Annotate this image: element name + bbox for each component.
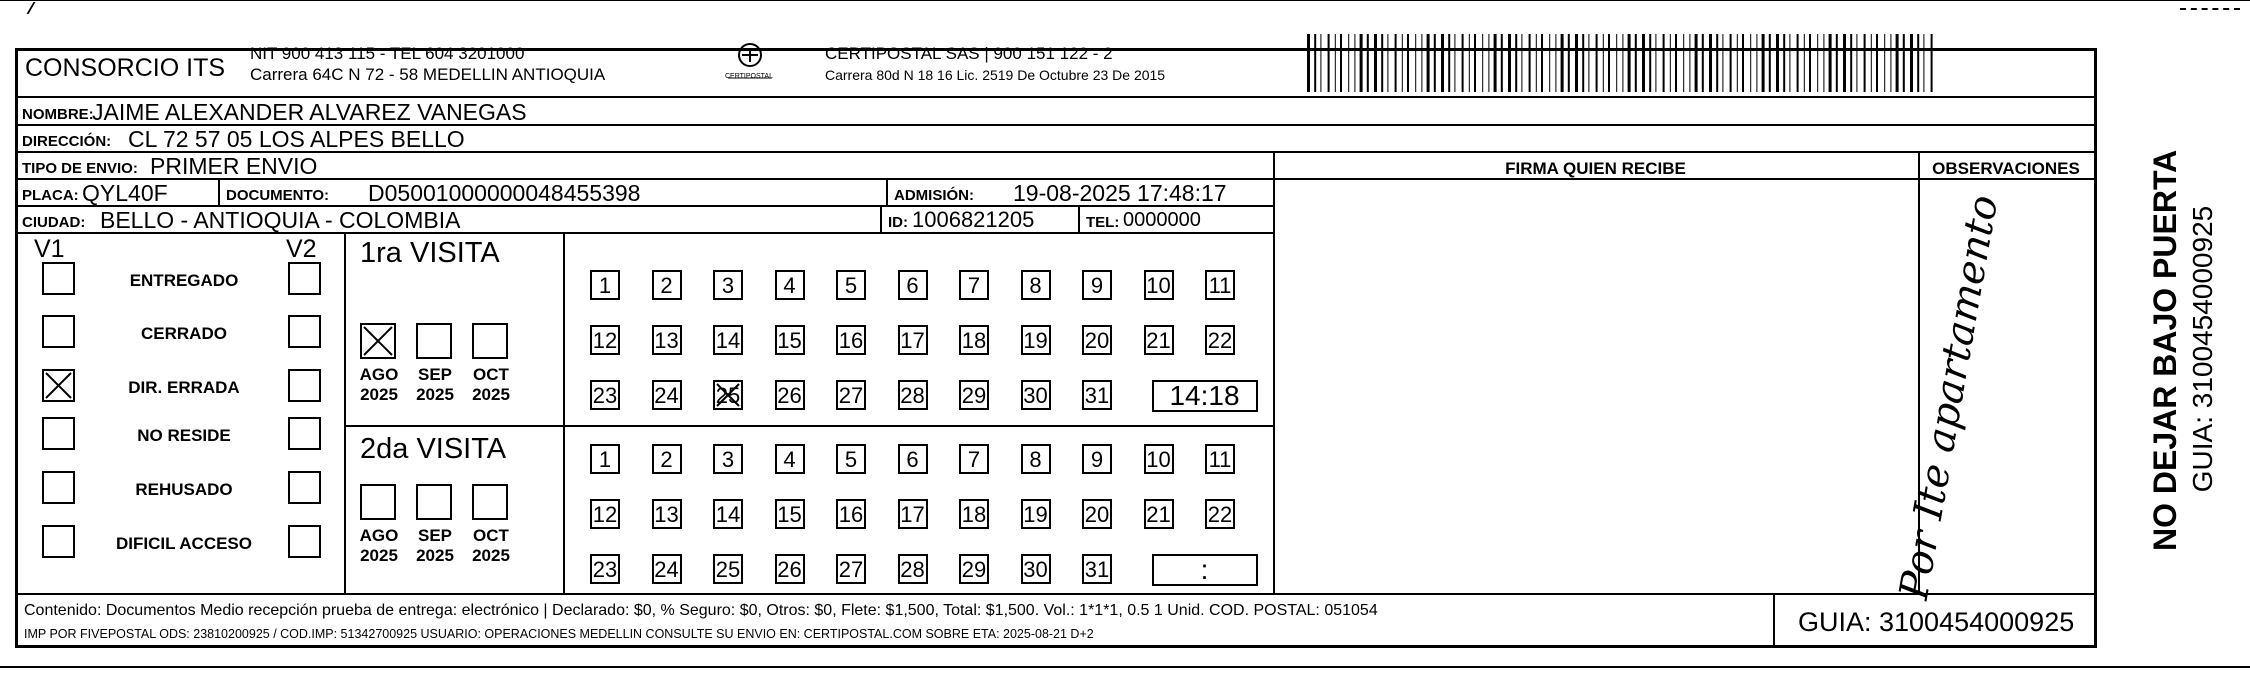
divider bbox=[886, 178, 888, 205]
v2-header: V2 bbox=[286, 235, 317, 263]
contenido-text: Contenido: Documentos Medio recepción prueba de entrega: electrónico | Declarado: $0, % Seguro: $0, Otros: $0, Flete: $1,500, Total: $1,500. Vol.: 1*1*1, 0.5 1 Unid. COD. POSTAL: 051054 bbox=[24, 602, 1378, 619]
imp-text: IMP POR FIVEPOSTAL ODS: 23810200925 / COD.IMP: 51342700925 USUARIO: OPERACIONES MEDELLIN CONSULTE SU ENVIO EN: CERTIPOSTAL.COM SOBRE ETA: 2025-08-21 D+2 bbox=[24, 627, 1094, 641]
day-box[interactable] bbox=[898, 554, 928, 584]
day-number: 21 bbox=[1146, 328, 1171, 353]
day-box[interactable] bbox=[775, 270, 805, 300]
day-box[interactable] bbox=[590, 270, 620, 300]
day-number: 9 bbox=[1090, 273, 1104, 298]
option-label: REHUSADO bbox=[135, 480, 233, 499]
day-box[interactable] bbox=[836, 325, 866, 355]
day-box[interactable] bbox=[1144, 444, 1174, 474]
tipo-label: TIPO DE ENVIO: bbox=[22, 160, 138, 177]
v2-checkbox[interactable] bbox=[288, 471, 321, 504]
tipo-value: PRIMER ENVIO bbox=[150, 153, 318, 179]
day-box[interactable] bbox=[836, 380, 866, 410]
day-box[interactable] bbox=[898, 444, 928, 474]
day-number: 8 bbox=[1029, 273, 1042, 298]
day-number: 23 bbox=[592, 383, 618, 408]
nombre-label: NOMBRE: bbox=[22, 106, 94, 123]
day-box[interactable] bbox=[836, 554, 866, 584]
day-number: 9 bbox=[1090, 447, 1104, 472]
day-number: 10 bbox=[1146, 273, 1171, 298]
year-label: 2025 bbox=[472, 385, 510, 404]
day-box[interactable] bbox=[1082, 380, 1112, 410]
sender-name: CONSORCIO ITS bbox=[25, 54, 226, 82]
day-number: 30 bbox=[1023, 383, 1048, 408]
day-box[interactable] bbox=[590, 554, 620, 584]
id-value: 1006821205 bbox=[912, 207, 1035, 232]
day-number: 5 bbox=[844, 273, 858, 298]
month-label: SEP bbox=[417, 526, 453, 545]
day-number: 24 bbox=[654, 557, 679, 582]
nombre-value: JAIME ALEXANDER ALVAREZ VANEGAS bbox=[92, 99, 527, 125]
observaciones-header: OBSERVACIONES bbox=[1932, 159, 2080, 178]
day-number: 25 bbox=[715, 383, 741, 408]
day-box[interactable] bbox=[590, 444, 620, 474]
day-box[interactable] bbox=[590, 325, 620, 355]
time-field[interactable]: 14:18 bbox=[1152, 380, 1258, 412]
day-number: 14 bbox=[715, 502, 741, 527]
day-box[interactable] bbox=[1144, 270, 1174, 300]
day-box[interactable] bbox=[652, 325, 682, 355]
time-field[interactable]: : bbox=[1152, 554, 1258, 586]
day-number: 14 bbox=[715, 328, 741, 353]
day-number: 13 bbox=[654, 502, 679, 527]
day-number: 27 bbox=[838, 383, 864, 408]
day-box[interactable] bbox=[590, 499, 620, 529]
day-number: 18 bbox=[961, 328, 987, 353]
day-box[interactable] bbox=[652, 444, 682, 474]
visit2-title: 2da VISITA bbox=[360, 433, 507, 465]
year-label: 2025 bbox=[416, 385, 454, 404]
option-label: CERRADO bbox=[141, 324, 227, 343]
day-box[interactable] bbox=[775, 444, 805, 474]
tel-value: 0000000 bbox=[1123, 209, 1201, 231]
month-label: SEP bbox=[417, 365, 453, 384]
day-number: 30 bbox=[1023, 557, 1048, 582]
day-box[interactable] bbox=[1021, 380, 1051, 410]
v1-checkbox[interactable] bbox=[42, 262, 75, 295]
day-box[interactable] bbox=[959, 325, 989, 355]
day-number: 11 bbox=[1208, 447, 1232, 472]
day-number: 20 bbox=[1084, 502, 1110, 527]
year-label: 2025 bbox=[360, 546, 398, 565]
day-box[interactable] bbox=[713, 270, 743, 300]
day-number: 3 bbox=[721, 273, 735, 298]
day-number: 31 bbox=[1084, 557, 1110, 582]
divider bbox=[1273, 151, 1275, 593]
divider bbox=[880, 205, 882, 232]
day-number: 8 bbox=[1029, 447, 1042, 472]
day-box[interactable] bbox=[713, 444, 743, 474]
divider bbox=[18, 593, 2094, 595]
day-box[interactable] bbox=[1082, 499, 1112, 529]
day-number: 23 bbox=[592, 557, 618, 582]
year-label: 2025 bbox=[416, 546, 454, 565]
year-label: 2025 bbox=[472, 546, 510, 565]
day-number: 4 bbox=[783, 273, 796, 298]
divider bbox=[344, 425, 1273, 427]
day-box[interactable] bbox=[1021, 444, 1051, 474]
day-number: 5 bbox=[844, 447, 858, 472]
day-box[interactable] bbox=[713, 325, 743, 355]
day-box[interactable] bbox=[1082, 325, 1112, 355]
day-number: 17 bbox=[900, 502, 925, 527]
bottom-rule bbox=[0, 666, 2250, 668]
day-number: 3 bbox=[721, 447, 735, 472]
divider bbox=[2094, 593, 2096, 648]
day-box[interactable] bbox=[959, 380, 989, 410]
option-label: DIR. ERRADA bbox=[128, 378, 240, 397]
day-box[interactable] bbox=[898, 270, 928, 300]
day-box[interactable] bbox=[959, 270, 989, 300]
v1-header: V1 bbox=[34, 235, 65, 263]
day-number: 27 bbox=[838, 557, 864, 582]
day-box[interactable] bbox=[1021, 554, 1051, 584]
day-box[interactable] bbox=[775, 554, 805, 584]
day-box[interactable] bbox=[1082, 554, 1112, 584]
v2-checkbox[interactable] bbox=[288, 262, 321, 295]
month-checkbox[interactable] bbox=[472, 323, 508, 359]
day-box[interactable] bbox=[652, 270, 682, 300]
day-number: 7 bbox=[967, 273, 981, 298]
divider bbox=[218, 178, 220, 205]
day-box[interactable] bbox=[652, 499, 682, 529]
v1-checkbox[interactable] bbox=[42, 315, 75, 348]
divider bbox=[18, 96, 2094, 98]
day-box[interactable] bbox=[590, 380, 620, 410]
divider bbox=[563, 232, 565, 593]
day-number: 19 bbox=[1023, 502, 1048, 527]
v2-checkbox[interactable] bbox=[288, 525, 321, 558]
day-box[interactable] bbox=[1205, 270, 1235, 300]
day-number: 13 bbox=[654, 328, 679, 353]
day-number: 12 bbox=[592, 328, 618, 353]
v1-checkbox[interactable] bbox=[42, 369, 75, 402]
option-label: NO RESIDE bbox=[137, 426, 231, 445]
visit1-title: 1ra VISITA bbox=[360, 237, 500, 269]
sender-nit: NIT 900 413 115 - TEL 604 3201000 bbox=[250, 44, 525, 63]
month-checkbox[interactable] bbox=[416, 484, 452, 520]
divider bbox=[344, 232, 346, 593]
day-number: 21 bbox=[1146, 502, 1171, 527]
day-box[interactable] bbox=[775, 325, 805, 355]
month-label: AGO bbox=[359, 526, 399, 545]
ciudad-label: CIUDAD: bbox=[22, 214, 86, 231]
day-number: 4 bbox=[783, 447, 796, 472]
day-box[interactable] bbox=[836, 499, 866, 529]
day-box[interactable] bbox=[775, 380, 805, 410]
ciudad-value: BELLO - ANTIOQUIA - COLOMBIA bbox=[100, 207, 461, 233]
day-number: 16 bbox=[838, 502, 864, 527]
documento-label: DOCUMENTO: bbox=[226, 187, 330, 204]
day-box[interactable] bbox=[959, 499, 989, 529]
v1-checkbox[interactable] bbox=[42, 417, 75, 450]
day-box[interactable] bbox=[1021, 325, 1051, 355]
day-number: 22 bbox=[1207, 502, 1233, 527]
day-box[interactable] bbox=[1021, 499, 1051, 529]
top-rule bbox=[0, 0, 2250, 1]
day-box[interactable] bbox=[1205, 499, 1235, 529]
v2-checkbox[interactable] bbox=[288, 315, 321, 348]
carrier-name: CERTIPOSTAL SAS | 900 151 122 - 2 bbox=[825, 44, 1113, 63]
month-label: OCT bbox=[473, 526, 509, 545]
day-box[interactable] bbox=[836, 444, 866, 474]
v2-checkbox[interactable] bbox=[288, 369, 321, 402]
divider bbox=[2094, 151, 2096, 593]
day-number: 24 bbox=[654, 383, 679, 408]
guia-footer: GUIA: 3100454000925 bbox=[1798, 607, 2075, 637]
v1-checkbox[interactable] bbox=[42, 525, 75, 558]
day-number: 18 bbox=[961, 502, 987, 527]
day-number: 6 bbox=[906, 273, 919, 298]
direccion-label: DIRECCIÓN: bbox=[22, 133, 112, 150]
option-label: DIFICIL ACCESO bbox=[115, 534, 252, 553]
day-box[interactable] bbox=[959, 554, 989, 584]
day-number: 1 bbox=[598, 273, 612, 298]
day-box[interactable] bbox=[713, 380, 743, 410]
day-box[interactable] bbox=[898, 499, 928, 529]
day-number: 2 bbox=[660, 273, 673, 298]
placa-value: QYL40F bbox=[82, 180, 168, 206]
day-box[interactable] bbox=[713, 554, 743, 584]
divider bbox=[2094, 51, 2096, 151]
divider bbox=[1773, 593, 1775, 648]
day-number: 20 bbox=[1084, 328, 1110, 353]
day-box[interactable] bbox=[1021, 270, 1051, 300]
day-number: 31 bbox=[1084, 383, 1110, 408]
placa-label: PLACA: bbox=[22, 187, 79, 204]
day-box[interactable] bbox=[1205, 325, 1235, 355]
tel-label: TEL: bbox=[1086, 214, 1120, 231]
day-number: 1 bbox=[598, 447, 612, 472]
day-box[interactable] bbox=[1082, 444, 1112, 474]
sender-address: Carrera 64C N 72 - 58 MEDELLIN ANTIOQUIA bbox=[250, 65, 606, 84]
day-number: 26 bbox=[777, 557, 802, 582]
day-box[interactable] bbox=[836, 270, 866, 300]
shipping-label-card bbox=[15, 48, 2097, 648]
day-box[interactable] bbox=[1144, 499, 1174, 529]
day-number: 28 bbox=[900, 557, 925, 582]
day-number: 29 bbox=[961, 557, 987, 582]
day-box[interactable] bbox=[1144, 325, 1174, 355]
day-number: 17 bbox=[900, 328, 925, 353]
day-number: 6 bbox=[906, 447, 919, 472]
day-number: 19 bbox=[1023, 328, 1048, 353]
day-number: 28 bbox=[900, 383, 925, 408]
day-box[interactable] bbox=[652, 380, 682, 410]
admision-value: 19-08-2025 17:48:17 bbox=[1013, 180, 1227, 206]
day-box[interactable] bbox=[898, 380, 928, 410]
day-box[interactable] bbox=[652, 554, 682, 584]
divider bbox=[1078, 205, 1080, 232]
day-box[interactable] bbox=[898, 325, 928, 355]
day-number: 15 bbox=[777, 328, 802, 353]
side-warning: NO DEJAR BAJO PUERTA bbox=[2147, 149, 2183, 551]
day-number: 26 bbox=[777, 383, 802, 408]
day-number: 2 bbox=[660, 447, 673, 472]
month-checkbox[interactable] bbox=[360, 323, 396, 359]
corner-tick bbox=[27, 2, 46, 14]
option-label: ENTREGADO bbox=[129, 271, 239, 290]
direccion-value: CL 72 57 05 LOS ALPES BELLO bbox=[128, 126, 465, 152]
month-checkbox[interactable] bbox=[416, 323, 452, 359]
v1-checkbox[interactable] bbox=[42, 471, 75, 504]
day-number: 11 bbox=[1208, 273, 1232, 298]
day-box[interactable] bbox=[959, 444, 989, 474]
day-number: 25 bbox=[715, 557, 741, 582]
day-box[interactable] bbox=[713, 499, 743, 529]
day-number: 7 bbox=[967, 447, 981, 472]
day-box[interactable] bbox=[1205, 444, 1235, 474]
day-number: 10 bbox=[1146, 447, 1171, 472]
corner-dash bbox=[2180, 8, 2240, 10]
v2-checkbox[interactable] bbox=[288, 417, 321, 450]
firma-header: FIRMA QUIEN RECIBE bbox=[1505, 159, 1686, 178]
month-checkbox[interactable] bbox=[472, 484, 508, 520]
logo-text: CERTIPOSTAL bbox=[725, 73, 773, 80]
day-box[interactable] bbox=[1082, 270, 1112, 300]
id-label: ID: bbox=[888, 214, 908, 231]
month-checkbox[interactable] bbox=[360, 484, 396, 520]
month-label: OCT bbox=[473, 365, 509, 384]
day-number: 22 bbox=[1207, 328, 1233, 353]
day-box[interactable] bbox=[775, 499, 805, 529]
day-number: 16 bbox=[838, 328, 864, 353]
observation-handwriting: Por Ite apartamento bbox=[1891, 191, 2008, 603]
month-label: AGO bbox=[359, 365, 399, 384]
day-number: 29 bbox=[961, 383, 987, 408]
day-number: 12 bbox=[592, 502, 618, 527]
year-label: 2025 bbox=[360, 385, 398, 404]
day-number: 15 bbox=[777, 502, 802, 527]
carrier-address: Carrera 80d N 18 16 Lic. 2519 De Octubre 23 De 2015 bbox=[825, 67, 1166, 83]
side-guia: GUIA: 3100454000925 bbox=[2187, 205, 2218, 493]
documento-value: D05001000000048455398 bbox=[368, 180, 641, 206]
admision-label: ADMISIÓN: bbox=[894, 187, 974, 204]
